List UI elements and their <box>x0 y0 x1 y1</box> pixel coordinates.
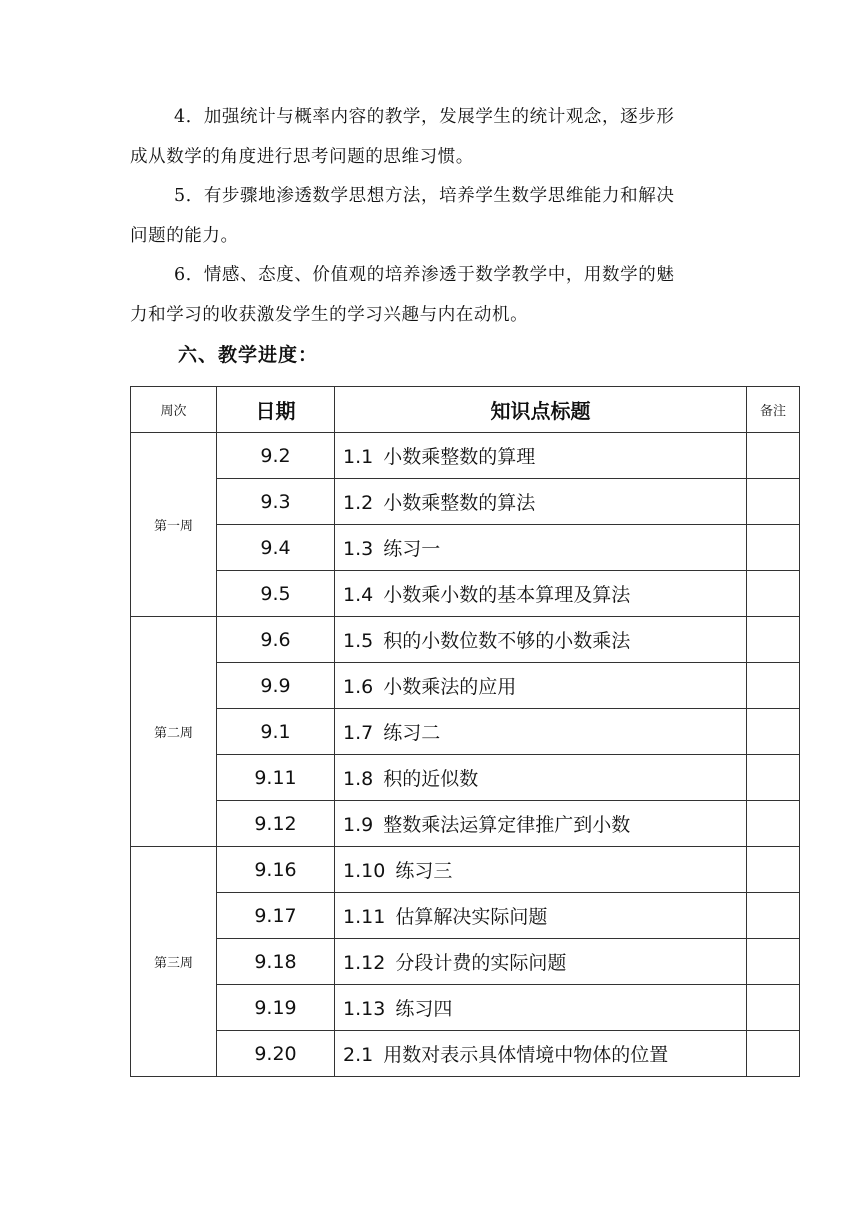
date-cell: 9.5 <box>217 571 335 617</box>
topic-title: 估算解决实际问题 <box>395 906 548 928</box>
table-row <box>131 663 800 709</box>
table-row <box>131 571 800 617</box>
table-row <box>131 939 800 985</box>
topic-title: 积的近似数 <box>383 768 479 790</box>
topic-title: 练习一 <box>383 538 441 560</box>
date-cell: 9.4 <box>217 525 335 571</box>
topic-cell <box>335 571 747 617</box>
schedule-body <box>131 433 800 1077</box>
topic-number: 1.13 <box>343 998 386 1020</box>
topic-number: 1.1 <box>343 446 374 468</box>
note-cell <box>747 893 800 939</box>
date-cell: 9.17 <box>217 893 335 939</box>
topic-cell <box>335 939 747 985</box>
section-heading: 六、教学进度： <box>178 344 319 366</box>
topic-number: 1.8 <box>343 768 374 790</box>
note-cell <box>747 801 800 847</box>
paragraph-6-line2: 力和学习的收获激发学生的学习兴趣与内在动机。 <box>130 305 529 325</box>
note-cell <box>747 939 800 985</box>
note-cell <box>747 663 800 709</box>
topic-title: 练习二 <box>383 722 441 744</box>
table-row <box>131 847 800 893</box>
topic-number: 1.9 <box>343 814 374 836</box>
topic-cell <box>335 479 747 525</box>
note-cell <box>747 571 800 617</box>
topic-cell <box>335 433 747 479</box>
week-label: 第三周 <box>131 847 217 1077</box>
header-topic: 知识点标题 <box>335 387 747 433</box>
topic-title: 整数乘法运算定律推广到小数 <box>383 814 631 836</box>
date-cell: 9.12 <box>217 801 335 847</box>
topic-number: 1.3 <box>343 538 374 560</box>
table-row <box>131 985 800 1031</box>
table-row <box>131 525 800 571</box>
topic-title: 分段计费的实际问题 <box>395 952 567 974</box>
topic-cell <box>335 755 747 801</box>
date-cell: 9.16 <box>217 847 335 893</box>
table-row <box>131 433 800 479</box>
table-row <box>131 893 800 939</box>
topic-title: 积的小数位数不够的小数乘法 <box>383 630 631 652</box>
table-row <box>131 709 800 755</box>
paragraph-4 <box>130 97 730 177</box>
topic-number: 1.2 <box>343 492 374 514</box>
topic-title: 小数乘整数的算法 <box>383 492 536 514</box>
note-cell <box>747 479 800 525</box>
table-row <box>131 617 800 663</box>
topic-cell <box>335 893 747 939</box>
note-cell <box>747 709 800 755</box>
header-week: 周次 <box>131 387 217 433</box>
note-cell <box>747 617 800 663</box>
topic-number: 1.12 <box>343 952 386 974</box>
table-row <box>131 1031 800 1077</box>
note-cell <box>747 1031 800 1077</box>
topic-title: 小数乘法的应用 <box>383 676 517 698</box>
topic-cell <box>335 801 747 847</box>
topic-cell <box>335 663 747 709</box>
topic-cell <box>335 709 747 755</box>
date-cell: 9.20 <box>217 1031 335 1077</box>
topic-cell <box>335 985 747 1031</box>
topic-title: 用数对表示具体情境中物体的位置 <box>383 1044 669 1066</box>
table-row <box>131 755 800 801</box>
paragraph-5-line1: 5．有步骤地渗透数学思想方法，培养学生数学思维能力和解决 <box>174 186 675 206</box>
note-cell <box>747 525 800 571</box>
date-cell: 9.2 <box>217 433 335 479</box>
week-label: 第二周 <box>131 617 217 847</box>
topic-cell <box>335 1031 747 1077</box>
topic-number: 2.1 <box>343 1044 374 1066</box>
header-date: 日期 <box>217 387 335 433</box>
note-cell <box>747 755 800 801</box>
topic-number: 1.5 <box>343 630 374 652</box>
note-cell <box>747 985 800 1031</box>
table-row <box>131 479 800 525</box>
header-note: 备注 <box>747 387 800 433</box>
date-cell: 9.19 <box>217 985 335 1031</box>
topic-number: 1.4 <box>343 584 374 606</box>
week-label: 第一周 <box>131 433 217 617</box>
table-row <box>131 801 800 847</box>
paragraph-4-line1: 4．加强统计与概率内容的教学，发展学生的统计观念，逐步形 <box>174 107 675 127</box>
date-cell: 9.6 <box>217 617 335 663</box>
table-header-row <box>131 387 800 433</box>
topic-number: 1.6 <box>343 676 374 698</box>
topic-number: 1.7 <box>343 722 374 744</box>
paragraph-6-line1: 6．情感、态度、价值观的培养渗透于数学教学中，用数学的魅 <box>174 265 675 285</box>
date-cell: 9.18 <box>217 939 335 985</box>
topic-title: 练习四 <box>395 998 453 1020</box>
topic-cell <box>335 617 747 663</box>
note-cell <box>747 847 800 893</box>
date-cell: 9.11 <box>217 755 335 801</box>
topic-title: 小数乘小数的基本算理及算法 <box>383 584 631 606</box>
topic-cell <box>335 525 747 571</box>
paragraph-5 <box>130 176 730 256</box>
topic-title: 小数乘整数的算理 <box>383 446 536 468</box>
date-cell: 9.1 <box>217 709 335 755</box>
topic-title: 练习三 <box>395 860 453 882</box>
topic-number: 1.11 <box>343 906 386 928</box>
schedule-table <box>130 386 800 1077</box>
paragraph-5-line2: 问题的能力。 <box>130 226 239 246</box>
topic-cell <box>335 847 747 893</box>
date-cell: 9.3 <box>217 479 335 525</box>
paragraph-4-line2: 成从数学的角度进行思考问题的思维习惯。 <box>130 147 474 167</box>
note-cell <box>747 433 800 479</box>
date-cell: 9.9 <box>217 663 335 709</box>
topic-number: 1.10 <box>343 860 386 882</box>
paragraph-6 <box>130 255 730 335</box>
